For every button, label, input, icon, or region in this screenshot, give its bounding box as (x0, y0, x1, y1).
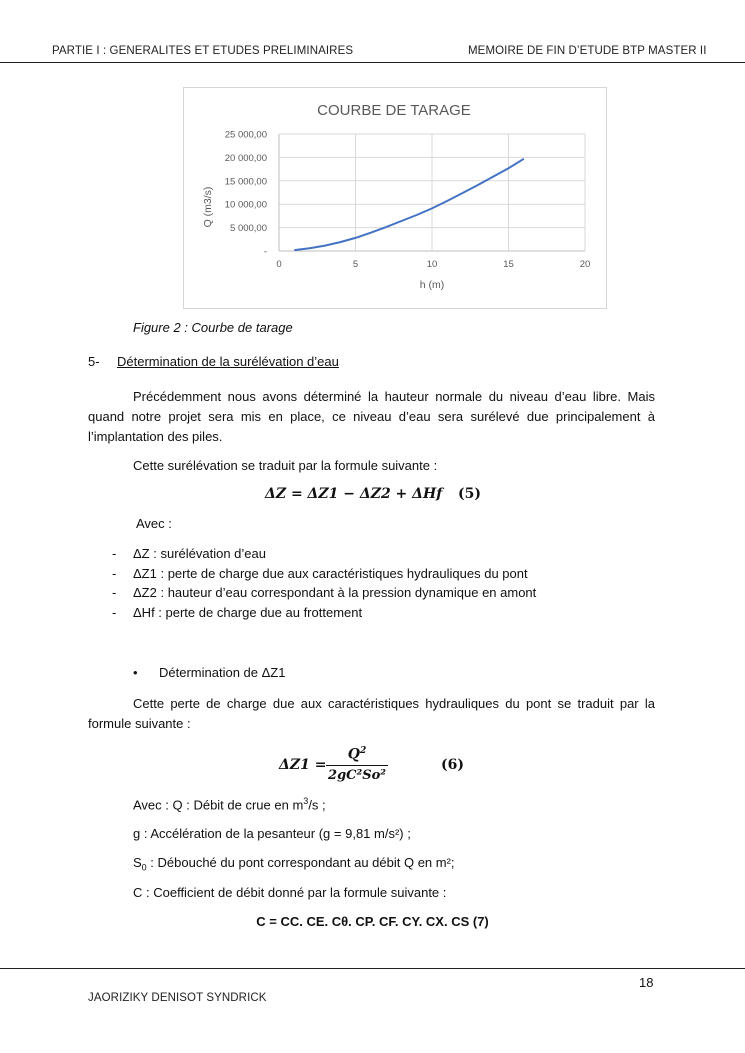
header-rule (0, 62, 745, 63)
footer-author: JAORIZIKY DENISOT SYNDRICK (88, 992, 267, 1004)
x-axis-label: h (m) (419, 279, 445, 291)
list-item: ΔZ1 : perte de charge due aux caractéristiques hydrauliques du pont (133, 566, 528, 581)
formula-6-denominator: 2gC²So² (328, 767, 386, 783)
formula-6-numerator: Q (347, 746, 360, 763)
bullet-marker: • (133, 665, 138, 680)
paragraph-formula-intro: Cette surélévation se traduit par la formule suivante : (133, 458, 438, 473)
def-c: C : Coefficient de débit donné par la formule suivante : (133, 885, 447, 900)
y-tick-label: 5 000,00 (230, 223, 267, 235)
def-q-sup: 3 (303, 796, 309, 806)
footer-rule (0, 968, 745, 969)
chart-title: COURBE DE TARAGE (317, 102, 471, 119)
formula-6-number: (6) (441, 757, 464, 773)
def-s-main: S (133, 855, 142, 870)
x-tick-label: 5 (352, 259, 359, 270)
list-marker: - (112, 546, 117, 561)
header-left: PARTIE I : GENERALITES ET ETUDES PRELIMINAIRES (52, 45, 354, 57)
formula-7: C = CC. CE. Cθ. CP. CF. CY. CX. CS (7) (256, 914, 489, 929)
list-item: ΔZ2 : hauteur d’eau correspondant à la pression dynamique en amont (133, 585, 537, 600)
figure-caption: Figure 2 : Courbe de tarage (133, 320, 293, 335)
section-number: 5- (88, 354, 100, 369)
paragraph-dz1: Cette perte de charge due aux caractéristiques hydrauliques du pont se traduit par la formule suivante : (88, 696, 655, 731)
bullet-text: Détermination de ΔZ1 (159, 665, 286, 680)
def-s-sub: 0 (141, 862, 147, 873)
avec-label: Avec : (136, 516, 172, 531)
formula-6-numerator-exp: 2 (359, 746, 367, 756)
y-tick-label: 15 000,00 (224, 176, 267, 188)
y-tick-label: 20 000,00 (224, 152, 267, 164)
def-s0 (133, 855, 455, 873)
x-tick-label: 15 (503, 259, 514, 270)
def-s-rest: : Débouché du pont correspondant au débit Q en m²; (146, 855, 455, 870)
def-q-suffix: /s ; (308, 797, 326, 813)
x-tick-label: 20 (579, 259, 591, 270)
def-q (133, 796, 326, 812)
list-marker: - (112, 585, 117, 600)
formula-6-lhs: ΔZ1 = (279, 757, 327, 773)
list-marker: - (112, 566, 117, 581)
rating-curve-chart (184, 88, 606, 308)
x-tick-label: 10 (426, 259, 438, 270)
def-g: g : Accélération de la pesanteur (g = 9,81 m/s²) ; (133, 826, 411, 841)
y-tick-label: 25 000,00 (224, 129, 267, 141)
formula-6-fraction (326, 742, 388, 784)
def-q-text: Avec : Q : Débit de crue en m (133, 797, 304, 813)
list-item: ΔZ : surélévation d’eau (133, 546, 266, 561)
y-tick-label: 10 000,00 (224, 199, 267, 211)
y-axis-label: Q (m3/s) (202, 186, 214, 228)
fraction-bar (326, 765, 388, 766)
list-marker: - (112, 605, 117, 620)
paragraph-intro: Précédemment nous avons déterminé la hauteur normale du niveau d’eau libre. Mais quand notre projet sera mis en place, ce niveau d’eau sera surélevé due principalement à l’implantation des piles. (88, 389, 655, 444)
list-item: ΔHf : perte de charge due au frottement (133, 605, 363, 620)
y-tick-label: - (263, 246, 267, 258)
chart-frame (183, 87, 607, 309)
formula-5-number: (5) (458, 486, 481, 502)
page-number: 18 (639, 975, 654, 990)
section-title: Détermination de la surélévation d’eau (117, 354, 339, 369)
x-tick-label: 0 (276, 259, 282, 270)
formula-5: ΔZ = ΔZ1 − ΔZ2 + ΔHf (265, 486, 443, 502)
header-right: MEMOIRE DE FIN D’ETUDE BTP MASTER II (468, 45, 707, 57)
